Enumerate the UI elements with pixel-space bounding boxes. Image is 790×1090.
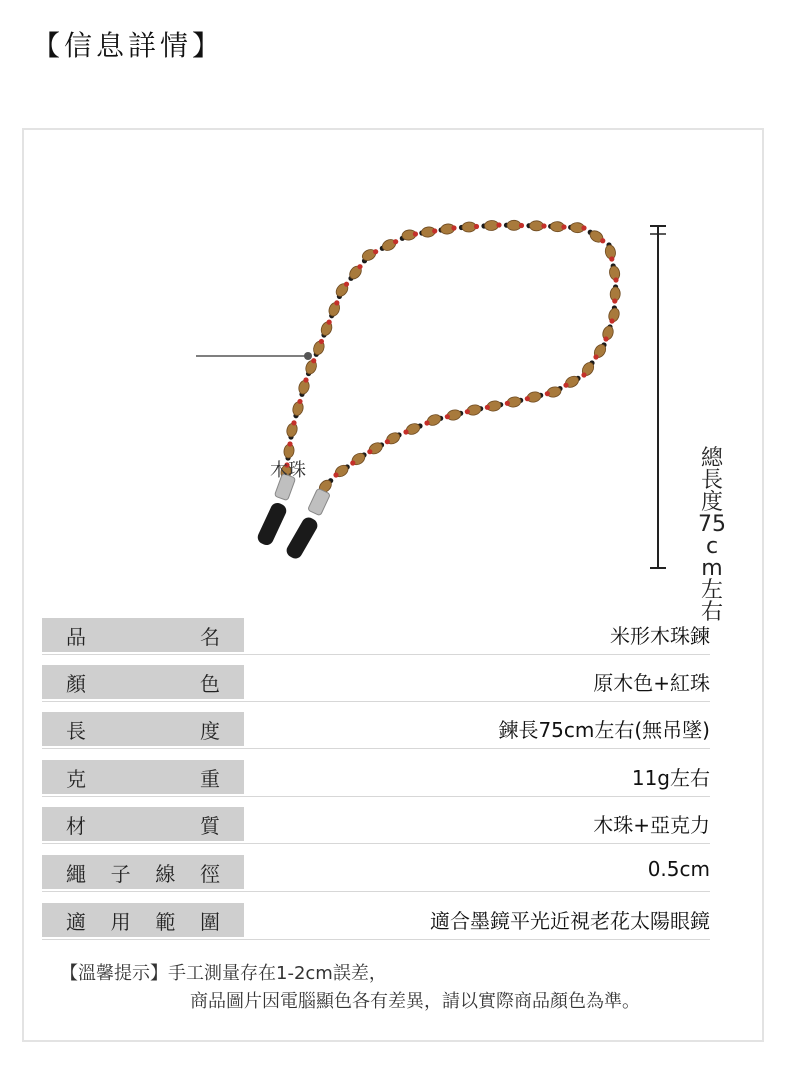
spec-key xyxy=(42,807,244,841)
spacer-bead xyxy=(561,224,566,229)
spec-divider xyxy=(42,796,710,797)
spacer-bead xyxy=(393,239,398,244)
spec-divider xyxy=(42,654,710,655)
spec-value: 鍊長75cm左右(無吊墜) xyxy=(498,718,710,742)
spec-key xyxy=(42,665,244,699)
spec-key xyxy=(42,760,244,794)
spacer-bead xyxy=(609,256,614,261)
spec-row xyxy=(42,903,710,939)
spacer-bead xyxy=(465,409,470,414)
spec-key-char: 範 xyxy=(155,909,176,934)
spec-key-char: 名 xyxy=(200,624,220,649)
spacer-bead xyxy=(612,298,617,303)
spec-value: 米形木珠鍊 xyxy=(610,624,710,648)
notice-line-1: 手工測量存在1-2cm誤差， xyxy=(168,963,387,984)
spacer-bead xyxy=(432,228,437,233)
spec-key-char: 色 xyxy=(200,671,220,696)
spacer-bead xyxy=(600,238,605,243)
spec-row xyxy=(42,712,710,748)
spec-key xyxy=(42,618,244,652)
spacer-bead xyxy=(613,277,618,282)
spec-value: 木珠+亞克力 xyxy=(593,813,710,837)
spec-divider xyxy=(42,891,710,892)
spec-value: 0.5cm xyxy=(647,857,710,881)
spacer-bead xyxy=(333,472,338,477)
spec-key xyxy=(42,903,244,937)
spec-row xyxy=(42,665,710,701)
spacer-bead xyxy=(563,383,568,388)
spec-key-char: 圍 xyxy=(199,909,220,934)
total-length-label: 總長度75cm左右 xyxy=(698,446,726,625)
spacer-bead xyxy=(403,429,408,434)
spec-key-char: 材 xyxy=(66,813,86,838)
spec-divider xyxy=(42,701,710,702)
spec-row xyxy=(42,760,710,796)
spec-value: 適合墨鏡平光近視老花太陽眼鏡 xyxy=(430,909,710,933)
spacer-bead xyxy=(311,358,316,363)
spacer-bead xyxy=(297,399,302,404)
right-ear-hook xyxy=(284,488,330,561)
spacer-bead xyxy=(303,377,308,382)
spec-value: 11g左右 xyxy=(631,766,710,790)
page-title: 【信息詳情】 xyxy=(32,29,225,62)
spacer-bead xyxy=(413,231,418,236)
spacer-bead xyxy=(609,318,614,323)
spacer-bead xyxy=(519,223,524,228)
spec-divider xyxy=(42,939,710,940)
spec-key-char: 徑 xyxy=(199,861,220,886)
spacer-bead xyxy=(505,401,510,406)
spec-row xyxy=(42,807,710,843)
product-photo xyxy=(24,130,766,600)
spacer-bead xyxy=(424,420,429,425)
spec-key-char: 繩 xyxy=(66,861,86,886)
spec-key-char: 用 xyxy=(110,909,131,934)
spacer-bead xyxy=(485,405,490,410)
spacer-bead xyxy=(474,224,479,229)
notice xyxy=(60,960,640,1016)
spacer-bead xyxy=(385,439,390,444)
spec-key-char: 度 xyxy=(200,718,220,743)
spec-key xyxy=(42,855,244,889)
spacer-bead xyxy=(291,420,296,425)
spacer-bead xyxy=(581,372,586,377)
notice-line-2: 商品圖片因電腦顯色各有差異，請以實際商品顏色為準。 xyxy=(190,991,640,1012)
spacer-bead xyxy=(581,225,586,230)
spec-key-char: 顏 xyxy=(66,671,86,696)
spec-divider xyxy=(42,748,710,749)
length-measure-bar xyxy=(650,226,666,568)
spacer-bead xyxy=(367,449,372,454)
bead-label: 木珠 xyxy=(270,460,306,481)
spacer-bead xyxy=(496,222,501,227)
spec-key-char: 子 xyxy=(110,861,131,886)
spacer-bead xyxy=(327,320,332,325)
notice-label: 【溫馨提示】 xyxy=(60,963,168,984)
spacer-bead xyxy=(545,391,550,396)
spec-key-char: 適 xyxy=(66,909,86,934)
spacer-bead xyxy=(344,282,349,287)
spacer-bead xyxy=(373,249,378,254)
spec-key-char: 長 xyxy=(66,718,86,743)
spec-key-char: 重 xyxy=(200,766,220,791)
spacer-bead xyxy=(319,339,324,344)
spec-key-char: 線 xyxy=(155,861,176,886)
spec-key-char: 克 xyxy=(66,766,86,791)
spacer-bead xyxy=(350,460,355,465)
spec-key-char: 質 xyxy=(200,813,220,838)
spec-key-char: 品 xyxy=(66,624,86,649)
spacer-bead xyxy=(357,264,362,269)
spacer-bead xyxy=(451,225,456,230)
spec-key xyxy=(42,712,244,746)
spacer-bead xyxy=(603,336,608,341)
spacer-bead xyxy=(525,396,530,401)
bead-pointer-dot xyxy=(304,352,312,360)
spec-divider xyxy=(42,843,710,844)
spacer-bead xyxy=(541,223,546,228)
spec-value: 原木色+紅珠 xyxy=(593,671,710,695)
spacer-bead xyxy=(287,441,292,446)
spacer-bead xyxy=(445,414,450,419)
spec-row xyxy=(42,618,710,654)
bead-chain xyxy=(280,220,621,495)
spacer-bead xyxy=(593,354,598,359)
spacer-bead xyxy=(334,300,339,305)
spec-row xyxy=(42,855,710,891)
left-ear-hook xyxy=(255,473,295,547)
